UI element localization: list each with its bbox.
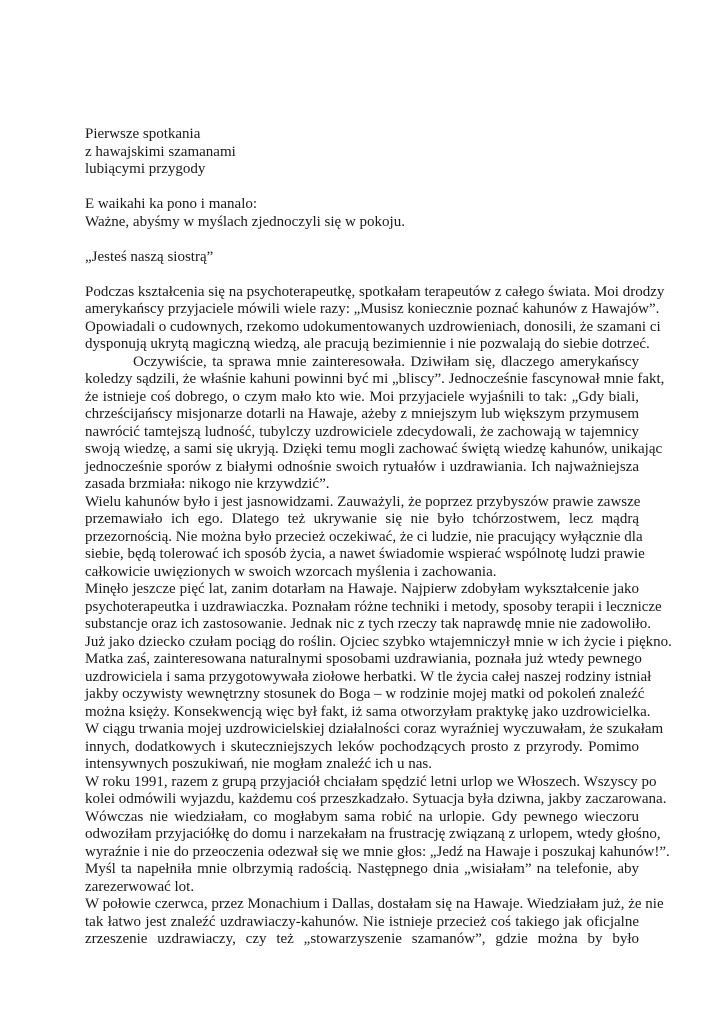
paragraph-line: Już jako dziecko czułam pociąg do roślin. Ojciec szybko wtajemniczył mnie w ich życie i piękno. bbox=[85, 633, 672, 650]
paragraph-line: przemawiało ich ego. Dlatego też ukrywanie się nie było tchórzostwem, lecz mądrą bbox=[85, 511, 639, 527]
title-line: Pierwsze spotkania bbox=[85, 126, 201, 142]
paragraph-line: tak łatwo jest znaleźć uzdrawiaczy-kahunów. Nie istnieje przecież coś takiego jak oficjalne bbox=[85, 913, 639, 930]
paragraph-line: Minęło jeszcze pięć lat, zanim dotarłam na Hawaje. Najpierw zdobyłam wykształcenie jako bbox=[85, 581, 639, 597]
paragraph bbox=[85, 633, 672, 722]
paragraph bbox=[85, 721, 664, 774]
paragraph-line: zarezerwować lot. bbox=[85, 878, 195, 895]
title-line: z hawajskimi szamanami bbox=[85, 143, 236, 160]
paragraph bbox=[85, 283, 665, 354]
paragraph bbox=[85, 773, 670, 897]
paragraph-line: jednocześnie sporów z białymi odnośnie swoich rytuałów i uzdrawiania. Ich najważniejsza bbox=[85, 458, 639, 475]
title-block bbox=[85, 126, 639, 179]
paragraph-line: Myśl ta napełniła mnie olbrzymią radością. Następnego dnia „wisiałam” na telefonie, aby bbox=[85, 861, 639, 877]
paragraph-line: intensywnych poszukiwań, nie mogłam znaleźć ich u nas. bbox=[85, 756, 432, 772]
paragraph-line: można księży. Konsekwencją więc był fakt, iż sama otworzyłam praktykę jako uzdrowicielka. bbox=[85, 703, 651, 720]
paragraph-line: koledzy sądzili, że właśnie kahuni powinni być mi „bliscy”. Jednocześnie fascynował mnie fakt, bbox=[85, 371, 665, 387]
paragraph-line: substancje oraz ich zastosowanie. Jednak nic z tych rzeczy tak naprawdę mnie nie zadowoliło. bbox=[85, 616, 652, 632]
paragraph-line: że istnieje coś dobrego, o czym mało kto wie. Moi przyjaciele wyjaśnili to tak: „Gdy biali, bbox=[85, 388, 639, 405]
title-line: lubiącymi przygody bbox=[85, 161, 206, 177]
paragraph-line: W połowie czerwca, przez Monachium i Dallas, dostałam się na Hawaje. Wiedziałam już, że nie bbox=[85, 896, 664, 912]
paragraph-line: uzdrowiciela i sama przygotowywała ziołowe herbatki. W tle życia całej naszej rodziny istniał bbox=[85, 668, 652, 685]
paragraph-line: W ciągu trwania mojej uzdrowicielskiej działalności coraz wyraźniej wyczuwałam, że szukałam bbox=[85, 721, 664, 737]
paragraph-line: siebie, będą tolerować ich sposób życia, a nawet świadomie wspierać wspólnotę ludzi prawie bbox=[85, 546, 645, 562]
paragraph bbox=[85, 896, 664, 949]
paragraph-line: zasada brzmiała: nikogo nie krzywdzić”. bbox=[85, 476, 330, 492]
paragraph-line: nawrócić tamtejszą ludność, tubylczy uzdrowiciele zdecydowali, że zachowają w tajemnicy bbox=[85, 423, 639, 440]
paragraph-line: Oczywiście, ta sprawa mnie zainteresowała. Dziwiłam się, dlaczego amerykańscy bbox=[133, 353, 639, 370]
paragraph-line: dysponują ukrytą magiczną wiedzą, ale pracują bezimiennie i nie pozwalają do siebie dotrzeć. bbox=[85, 336, 650, 352]
paragraph-line: kolei odmówili wyjazdu, każdemu coś przeszkadzało. Sytuacja była dziwna, jakby zaczarowana. bbox=[85, 791, 667, 807]
paragraph-line: odwoziłam przyjaciółkę do domu i narzekałam na frustrację związaną z urlopem, wtedy głośno, bbox=[85, 826, 661, 842]
motto-line: Ważne, abyśmy w myślach zjednoczyli się w pokoju. bbox=[85, 213, 405, 230]
paragraph-line: psychoterapeutka i uzdrawiaczka. Poznałam różne techniki i metody, sposoby terapii i lecznicze bbox=[85, 598, 662, 615]
document-page bbox=[85, 126, 672, 949]
paragraph-line: chrześcijańscy misjonarze dotarli na Hawaje, ażeby z mniejszym lub większym przymusem bbox=[85, 406, 639, 422]
chapter-title: „Jesteś naszą siostrą” bbox=[85, 248, 214, 265]
motto-line: E waikahi ka pono i manalo: bbox=[85, 196, 258, 212]
paragraph-line: swoją wiedzę, a sami się ukryją. Dzięki temu mogli zachować świętą wiedzę kahunów, unikając bbox=[85, 441, 663, 457]
paragraph-line: wyraźnie i nie do przeoczenia odezwał się we mnie głos: „Jedź na Hawaje i poszukaj kahunów!”. bbox=[85, 843, 670, 860]
paragraph-line: Podczas kształcenia się na psychoterapeutkę, spotkałam terapeutów z całego świata. Moi drodzy bbox=[85, 283, 665, 300]
paragraph-line: innych, dodatkowych i skuteczniejszych leków pochodzących prosto z przyrody. Pomimo bbox=[85, 738, 639, 755]
paragraph-line: jakby oczywisty wewnętrzny stosunek do Boga – w rodzinie mojej matki od pokoleń znaleźć bbox=[85, 686, 645, 702]
paragraph-line: Wielu kahunów było i jest jasnowidzami. Zauważyli, że poprzez przybyszów prawie zawsze bbox=[85, 493, 641, 510]
paragraph-line: zrzeszenie uzdrawiaczy, czy też „stowarzyszenie szamanów”, gdzie można by było bbox=[85, 931, 639, 947]
motto-block bbox=[85, 196, 639, 231]
paragraph bbox=[85, 493, 645, 582]
paragraph-line: przezornością. Nie można było przecież oczekiwać, że ci ludzie, nie pracujący wyłącznie dla bbox=[85, 528, 643, 545]
paragraph bbox=[85, 353, 665, 494]
paragraph-line: Wówczas nie wiedziałam, co mogłabym sama robić na urlopie. Gdy pewnego wieczoru bbox=[85, 808, 639, 825]
paragraph-line: amerykańscy przyjaciele mówili wiele razy: „Musisz koniecznie poznać kahunów z Hawajów”. bbox=[85, 301, 660, 317]
paragraph bbox=[85, 581, 662, 634]
paragraph-line: Matka zaś, zainteresowana naturalnymi sposobami uzdrawiania, poznała już wtedy pewnego bbox=[85, 651, 642, 667]
paragraph-line: W roku 1991, razem z grupą przyjaciół chciałam spędzić letni urlop we Włoszech. Wszyscy po bbox=[85, 773, 657, 790]
body-text bbox=[85, 283, 672, 949]
paragraph-line: Opowiadali o cudownych, rzekomo udokumentowanych uzdrowieniach, donosili, że szamani ci bbox=[85, 318, 661, 335]
paragraph-line: całkowicie uwięzionych w swoich wzorcach myślenia i zachowania. bbox=[85, 563, 497, 580]
